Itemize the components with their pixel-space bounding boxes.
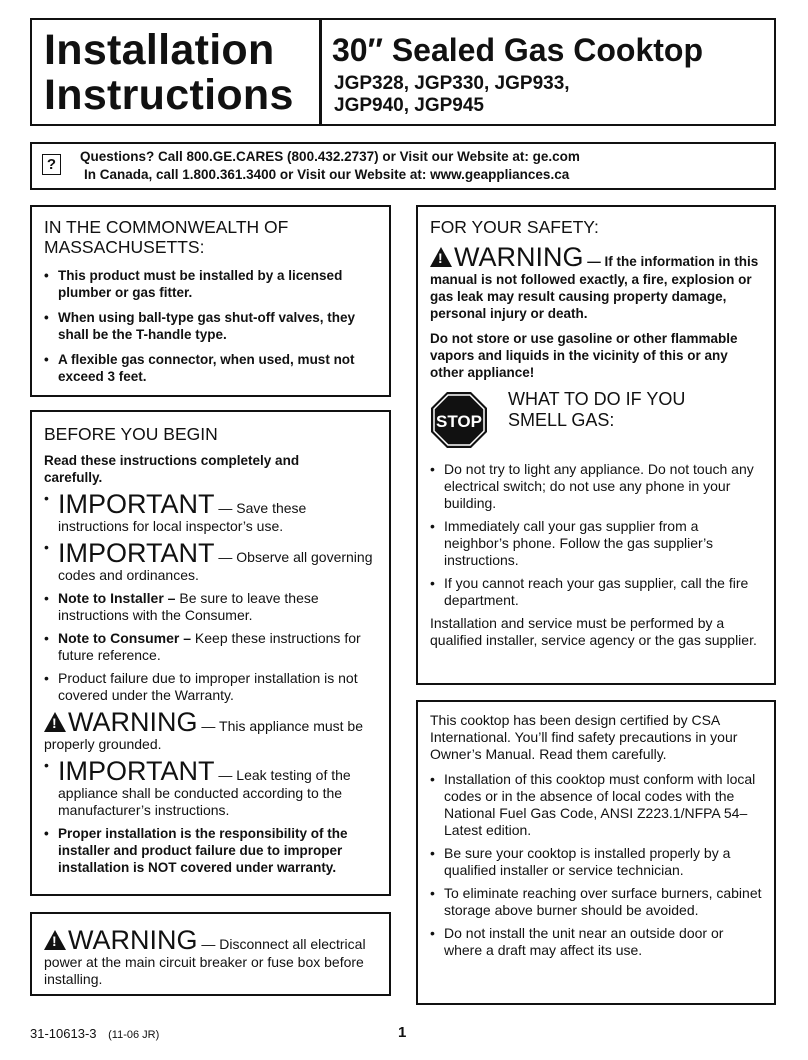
certified-list <box>430 771 762 959</box>
before-intro: Read these instructions completely and carefully. <box>44 453 300 485</box>
before-list-1 <box>44 490 377 704</box>
important-save <box>44 490 377 535</box>
gasoline-warning: Do not store or use gasoline or other flammable vapors and liquids in the vicinity of this or any other appliance! <box>430 331 738 380</box>
model-numbers <box>334 73 570 117</box>
smell-gas-title <box>508 389 685 431</box>
list-item: • A flexible gas connector, when used, must not exceed 3 feet. <box>44 351 378 385</box>
list-item: • Immediately call your gas supplier from a neighbor’s phone. Follow the gas supplier’s instructions. <box>430 518 762 569</box>
contact-line1: Questions? Call 800.GE.CARES (800.432.2737) or Visit our Website at: ge.com <box>80 149 580 164</box>
before-title: BEFORE YOU BEGIN <box>44 424 218 444</box>
smell-gas-list <box>430 461 762 609</box>
massachusetts-box <box>30 205 391 397</box>
warning-word: WARNING <box>454 242 584 272</box>
question-icon: ? <box>42 154 61 175</box>
note-consumer-label: Note to Consumer – <box>58 630 192 646</box>
certified-intro: This cooktop has been design certified by CSA International. You’ll find safety precautions in your Owner’s Manual. Read them carefully. <box>430 712 738 762</box>
doc-number: 31-10613-3 <box>30 1026 97 1041</box>
note-installer-label: Note to Installer – <box>58 590 176 606</box>
warning-text: — Disconnect all electrical power at the main circuit breaker or fuse box before installing. <box>44 936 366 987</box>
models-line2: JGP940, JGP945 <box>334 95 484 116</box>
header-box <box>30 18 776 126</box>
warning-word: WARNING <box>68 707 198 737</box>
responsibility-note: • Proper installation is the responsibility of the installer and product failure due to improper installation is NOT covered under warranty. <box>44 825 377 876</box>
list-item: • When using ball-type gas shut-off valves, they shall be the T-handle type. <box>44 309 373 343</box>
list-item: • If you cannot reach your gas supplier, call the fire department. <box>430 575 762 609</box>
list-item: • To eliminate reaching over surface burners, cabinet storage above burner should be avoided. <box>430 885 762 919</box>
safety-box <box>416 205 776 685</box>
failure-note: • Product failure due to improper installation is not covered under the Warranty. <box>44 670 377 704</box>
massachusetts-list <box>44 267 377 385</box>
list-item: • Installation of this cooktop must conform with local codes or in the absence of local codes with the National Fuel Gas Code, ANSI Z223.1/NFPA 54–Latest edition. <box>430 771 762 839</box>
doc-date: (11-06 JR) <box>108 1029 160 1041</box>
smell-gas-title-line1: WHAT TO DO IF YOU <box>508 389 686 409</box>
important-text: — Leak testing of the appliance shall be conducted according to the manufacturer’s instructions. <box>58 767 351 818</box>
page-number: 1 <box>398 1024 407 1041</box>
smell-gas-title-line2: SMELL GAS: <box>508 410 615 430</box>
stop-sign-icon <box>430 391 488 449</box>
ground-warning <box>44 708 377 753</box>
important-word: IMPORTANT <box>58 756 215 786</box>
smell-gas-block <box>430 389 762 453</box>
important-leak <box>44 757 377 819</box>
stop-sign-label: STOP <box>436 412 482 431</box>
safety-title: FOR YOUR SAFETY: <box>430 217 599 237</box>
list-item: • This product must be installed by a licensed plumber or gas fitter. <box>44 267 358 301</box>
warning-text: — This appliance must be properly grounded. <box>44 718 363 752</box>
service-note: Installation and service must be performed by a qualified installer, service agency or the gas supplier. <box>430 615 757 648</box>
warning-icon <box>44 712 66 732</box>
list-item: • Do not install the unit near an outside door or where a draft may affect its use. <box>430 925 762 959</box>
warning-text: — If the information in this manual is not followed exactly, a fire, explosion or gas leak may result causing property damage, personal injury or death. <box>430 254 759 321</box>
note-installer-text: Be sure to leave these instructions with the Consumer. <box>58 590 319 623</box>
note-consumer-text: Keep these instructions for future reference. <box>58 630 361 663</box>
before-box <box>30 410 391 896</box>
important-text: — Save these instructions for local inspector’s use. <box>58 500 307 534</box>
warning-icon <box>430 247 452 267</box>
product-title: 30″ Sealed Gas Cooktop <box>332 32 703 68</box>
left-title-line2: Instructions <box>44 71 294 119</box>
important-codes <box>44 539 377 584</box>
important-text: — Observe all governing codes and ordinances. <box>58 549 373 583</box>
contact-box <box>30 142 776 190</box>
note-installer <box>44 590 377 624</box>
models-line1: JGP328, JGP330, JGP933, <box>334 73 570 94</box>
important-word: IMPORTANT <box>58 538 215 568</box>
certified-box <box>416 700 776 1005</box>
header-divider <box>319 20 322 124</box>
warning-word: WARNING <box>68 925 198 955</box>
before-list-2 <box>44 757 377 876</box>
massachusetts-title: IN THE COMMONWEALTH OF MASSACHUSETTS: <box>44 217 289 257</box>
important-word: IMPORTANT <box>58 489 215 519</box>
safety-warning <box>430 243 762 322</box>
electrical-box <box>30 912 391 996</box>
footer-doc-number <box>30 1026 159 1041</box>
contact-line2: In Canada, call 1.800.361.3400 or Visit our Website at: www.geappliances.ca <box>84 167 570 182</box>
left-title <box>44 28 294 118</box>
left-title-line1: Installation <box>44 26 275 74</box>
list-item: • Be sure your cooktop is installed properly by a qualified installer or service technician. <box>430 845 762 879</box>
warning-icon <box>44 930 66 950</box>
note-consumer <box>44 630 377 664</box>
list-item: • Do not try to light any appliance. Do not touch any electrical switch; do not use any phone in your building. <box>430 461 762 512</box>
